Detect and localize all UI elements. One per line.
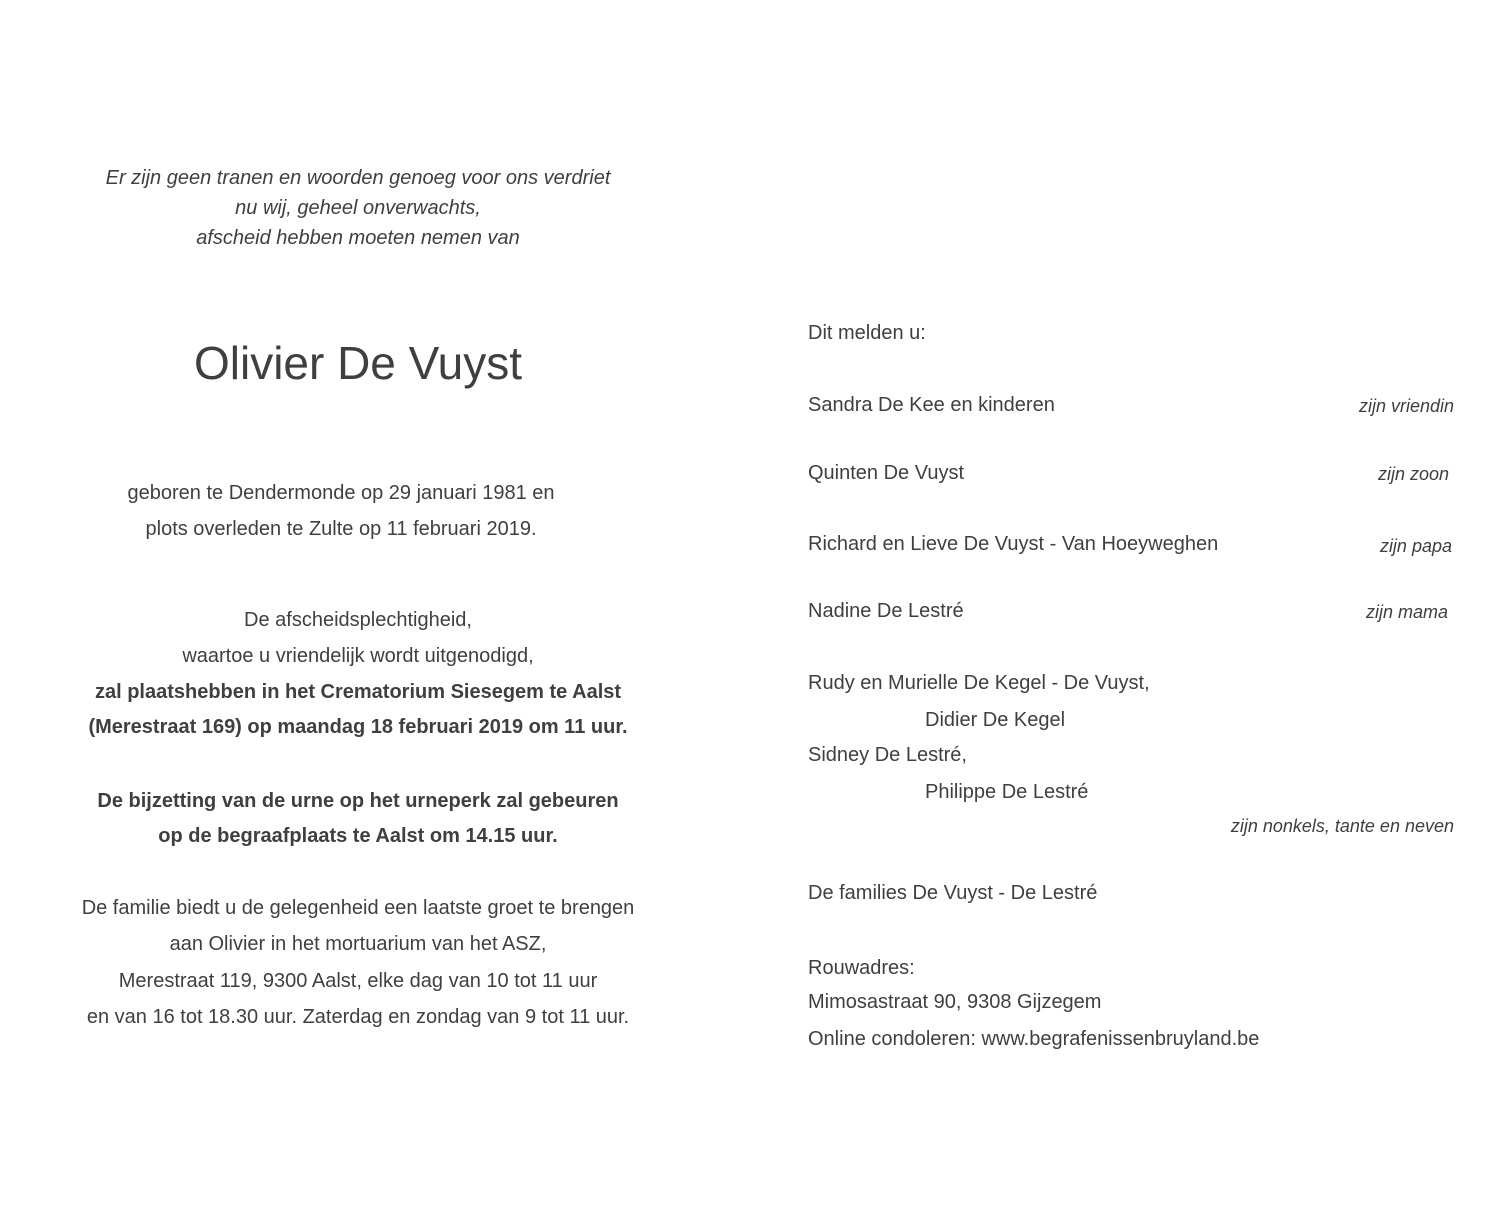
birth-line: geboren te Dendermonde op 29 januari 1981 en [127,482,555,504]
family-name: Nadine De Lestré [808,600,964,622]
family-relation: zijn mama [1365,602,1448,622]
quote-line: afscheid hebben moeten nemen van [196,227,520,249]
family-name: Sandra De Kee en kinderen [808,394,1055,416]
uncle-line: Didier De Kegel [925,709,1066,731]
burial-line: op de begraafplaats te Aalst om 14.15 uur. [158,825,558,847]
visitation-line: De familie biedt u de gelegenheid een laatste groet te brengen [81,897,635,919]
family-name: Richard en Lieve De Vuyst - Van Hoeyweghen [808,533,1219,555]
visitation-line: aan Olivier in het mortuarium van het ASZ, [169,933,547,955]
visitation-line: Merestraat 119, 9300 Aalst, elke dag van 10 tot 11 uur [118,970,598,992]
address: Mimosastraat 90, 9308 Gijzegem [808,991,1102,1013]
address-label: Rouwadres: [808,957,915,979]
death-line: plots overleden te Zulte op 11 februari 2019. [145,518,537,540]
ceremony-line: waartoe u vriendelijk wordt uitgenodigd, [182,645,534,667]
uncles-relation: zijn nonkels, tante en neven [1230,816,1454,836]
uncle-line: Sidney De Lestré, [808,744,967,766]
uncle-line: Rudy en Murielle De Kegel - De Vuyst, [808,672,1150,694]
quote-line: nu wij, geheel onverwachts, [235,197,481,219]
ceremony-line: De afscheidsplechtigheid, [244,609,472,631]
quote-line: Er zijn geen tranen en woorden genoeg voor ons verdriet [105,167,611,189]
intro-text: Dit melden u: [808,322,926,344]
family-relation: zijn papa [1379,536,1452,556]
family-relation: zijn vriendin [1358,396,1454,416]
burial-line: De bijzetting van de urne op het urneperk zal gebeuren [97,790,619,812]
family-name: Quinten De Vuyst [808,462,965,484]
online-condolence: Online condoleren: www.begrafenissenbruyland.be [808,1028,1260,1050]
deceased-name: Olivier De Vuyst [193,337,523,389]
visitation-line: en van 16 tot 18.30 uur. Zaterdag en zondag van 9 tot 11 uur. [86,1006,630,1028]
ceremony-datetime: (Merestraat 169) op maandag 18 februari 2019 om 11 uur. [88,716,628,738]
ceremony-location: zal plaatshebben in het Crematorium Siesegem te Aalst [94,681,622,703]
uncle-line: Philippe De Lestré [925,781,1089,803]
families-line: De families De Vuyst - De Lestré [808,882,1098,904]
family-relation: zijn zoon [1377,464,1449,484]
